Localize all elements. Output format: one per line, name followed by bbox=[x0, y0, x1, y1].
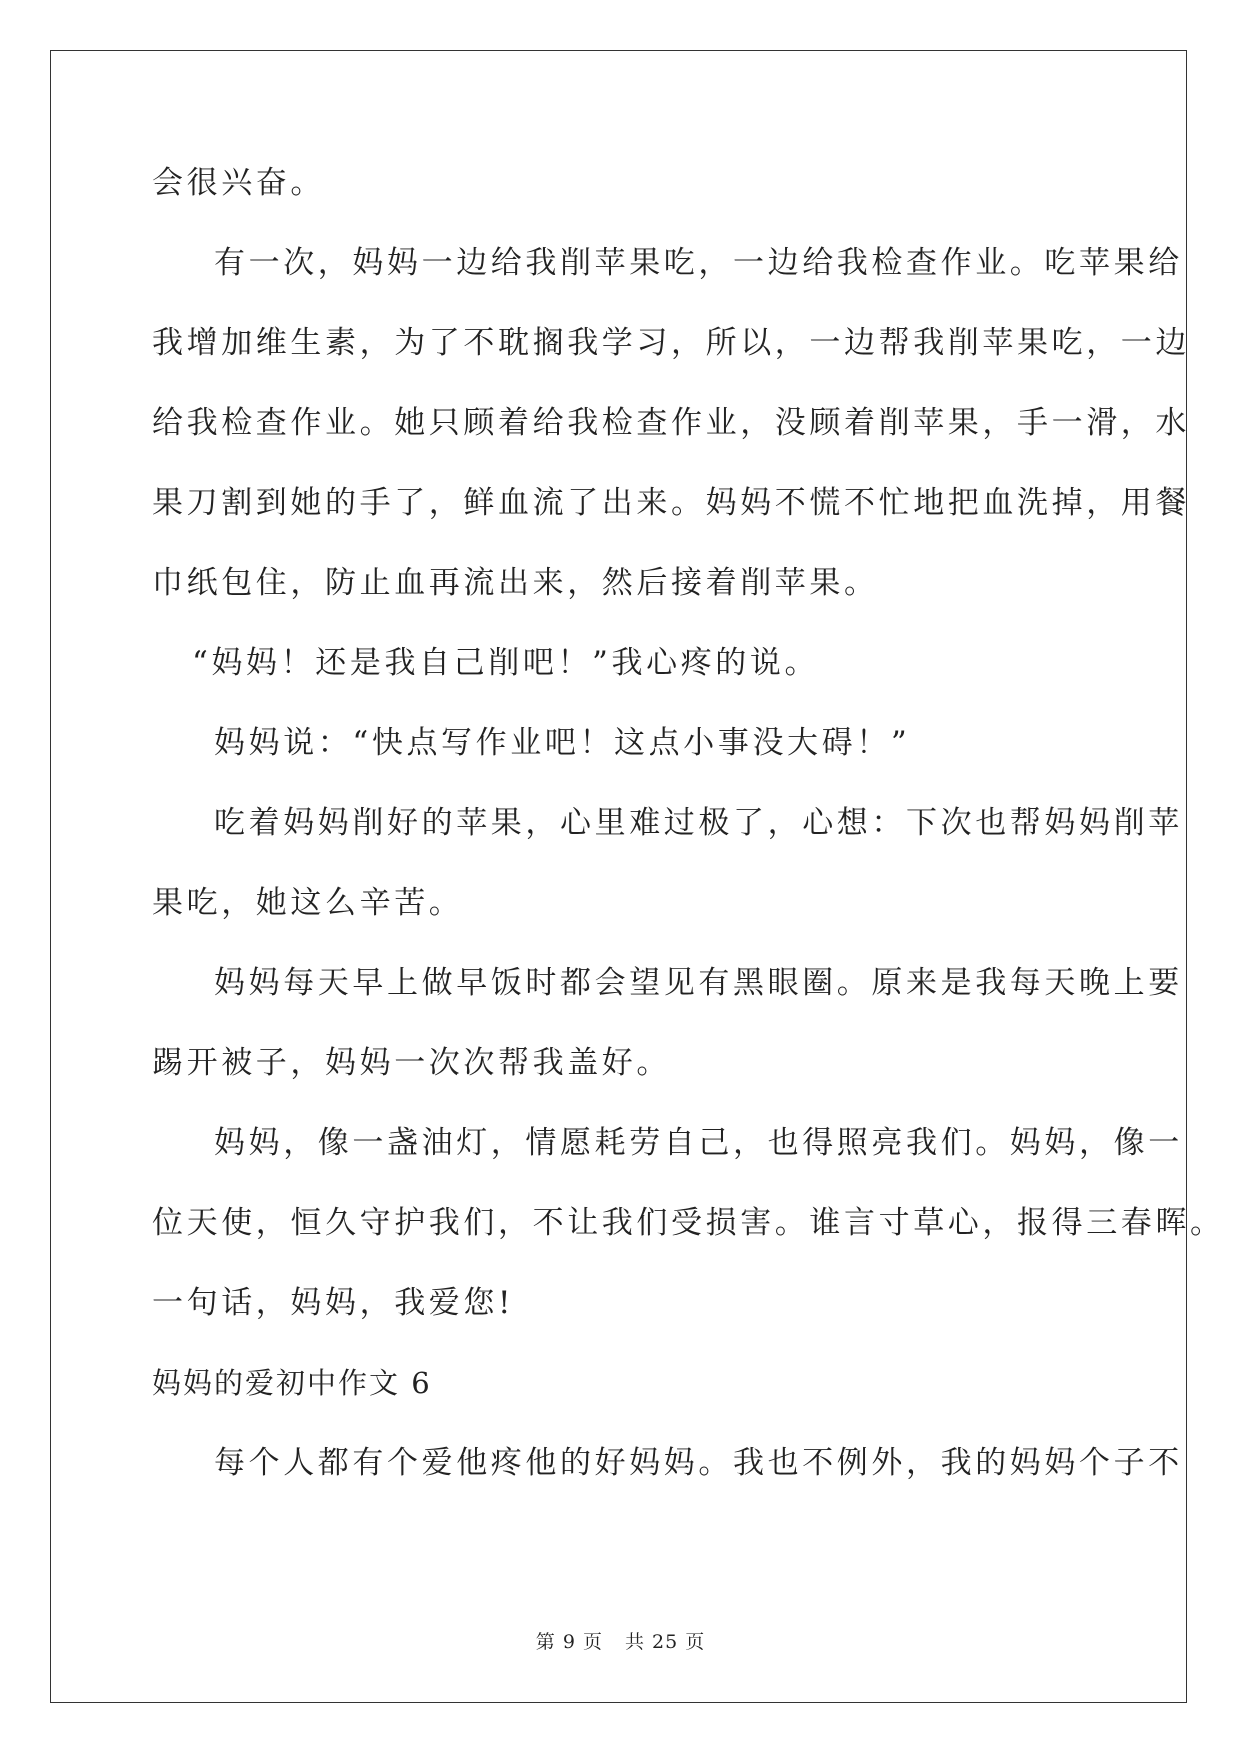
text-line: 会很兴奋。 bbox=[152, 165, 325, 201]
text-line: 踢开被子，妈妈一次次帮我盖好。 bbox=[152, 1045, 671, 1081]
text-line: 果刀割到她的手了，鲜血流了出来。妈妈不慌不忙地把血洗掉，用餐 bbox=[152, 485, 1190, 521]
paragraph-start-line: 每个人都有个爱他疼他的好妈妈。我也不例外，我的妈妈个子不 bbox=[214, 1445, 1183, 1481]
paragraph-start-line: “妈妈！还是我自己削吧！”我心疼的说。 bbox=[192, 645, 820, 681]
text-line: 果吃，她这么辛苦。 bbox=[152, 885, 464, 921]
document-body bbox=[152, 143, 1225, 1503]
paragraph-start-line: 妈妈说：“快点写作业吧！这点小事没大碍！” bbox=[214, 725, 911, 761]
text-line: 我增加维生素，为了不耽搁我学习，所以，一边帮我削苹果吃，一边 bbox=[152, 325, 1190, 361]
text-line: 给我检查作业。她只顾着给我检查作业，没顾着削苹果，手一滑，水 bbox=[152, 405, 1190, 441]
paragraph-start-line: 妈妈每天早上做早饭时都会望见有黑眼圈。原来是我每天晚上要 bbox=[214, 965, 1183, 1001]
paragraph-start-line: 吃着妈妈削好的苹果，心里难过极了，心想：下次也帮妈妈削苹 bbox=[214, 805, 1183, 841]
paragraph-start-line: 有一次，妈妈一边给我削苹果吃，一边给我检查作业。吃苹果给 bbox=[214, 245, 1183, 281]
essay-heading: 妈妈的爱初中作文 6 bbox=[152, 1366, 432, 1400]
text-line: 一句话，妈妈，我爱您! bbox=[152, 1285, 515, 1321]
text-line: 巾纸包住，防止血再流出来，然后接着削苹果。 bbox=[152, 565, 879, 601]
page-footer bbox=[0, 1627, 1241, 1654]
text-line: 位天使，恒久守护我们，不让我们受损害。谁言寸草心，报得三春晖。 bbox=[152, 1205, 1225, 1241]
page-number: 第 9 页 bbox=[535, 1631, 603, 1653]
paragraph-start-line: 妈妈，像一盏油灯，情愿耗劳自己，也得照亮我们。妈妈，像一 bbox=[214, 1125, 1183, 1161]
page-total: 共 25 页 bbox=[624, 1631, 706, 1653]
